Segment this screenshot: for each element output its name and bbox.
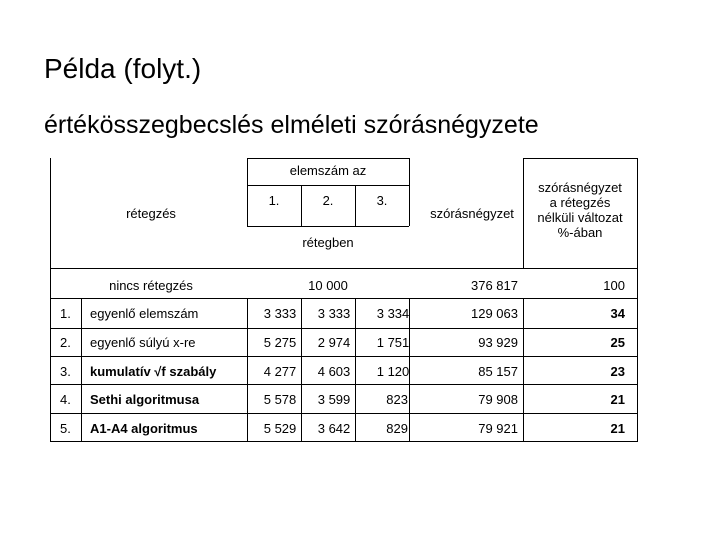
baseline-pct: 100 [603, 278, 625, 293]
row-n2: 4 603 [317, 364, 351, 379]
slide-title: Példa (folyt.) [44, 53, 202, 84]
row-number: 2. [60, 335, 71, 350]
row-pct: 21 [610, 392, 625, 407]
row-method: egyenlő elemszám [90, 306, 199, 321]
row-variance: 79 921 [478, 421, 518, 436]
row-n2: 2 974 [317, 335, 351, 350]
row-pct: 21 [610, 421, 625, 436]
row-pct: 23 [610, 364, 625, 379]
row-variance: 79 908 [478, 392, 518, 407]
header-layer-2: 2. [322, 193, 334, 208]
row-n3: 1 120 [376, 364, 410, 379]
row-n3: 1 751 [376, 335, 410, 350]
row-number: 3. [60, 364, 71, 379]
row-variance: 85 157 [478, 364, 518, 379]
header-variance: szórásnégyzet [430, 206, 514, 221]
row-number: 4. [60, 392, 71, 407]
row-method: kumulatív √f szabály [90, 364, 217, 379]
baseline-label: nincs rétegzés [109, 278, 193, 293]
header-layer-1: 1. [268, 193, 280, 208]
row-n2: 3 642 [317, 421, 351, 436]
row-n2: 3 333 [317, 306, 351, 321]
row-n1: 3 333 [263, 306, 297, 321]
header-variance-pct-2: a rétegzés [549, 195, 611, 210]
row-pct: 25 [610, 335, 625, 350]
slide-subtitle: értékösszegbecslés elméleti szórásnégyzete [44, 111, 539, 139]
row-number: 1. [60, 306, 71, 321]
header-layer-3: 3. [376, 193, 388, 208]
row-n1: 5 529 [263, 421, 297, 436]
row-method: egyenlő súlyú x-re [90, 335, 196, 350]
header-variance-pct-3: nélküli változat [537, 210, 623, 225]
header-stratification: rétegzés [126, 206, 176, 221]
row-variance: 93 929 [478, 335, 518, 350]
row-n2: 3 599 [317, 392, 351, 407]
row-n3: 3 334 [376, 306, 410, 321]
row-variance: 129 063 [471, 306, 518, 321]
header-sample-size-top: elemszám az [289, 163, 367, 178]
row-number: 5. [60, 421, 71, 436]
header-variance-pct-1: szórásnégyzet [538, 180, 622, 195]
row-method: Sethi algoritmusa [90, 392, 200, 407]
row-n1: 5 578 [263, 392, 297, 407]
row-n1: 5 275 [263, 335, 297, 350]
baseline-sample-size: 10 000 [308, 278, 348, 293]
row-n1: 4 277 [263, 364, 297, 379]
baseline-variance: 376 817 [471, 278, 518, 293]
row-pct: 34 [610, 306, 625, 321]
header-variance-pct-4: %-ában [557, 225, 603, 240]
row-n3: 823 [386, 392, 408, 407]
row-method: A1-A4 algoritmus [90, 421, 198, 436]
row-n3: 829 [386, 421, 408, 436]
header-sample-size-bottom: rétegben [302, 235, 354, 250]
